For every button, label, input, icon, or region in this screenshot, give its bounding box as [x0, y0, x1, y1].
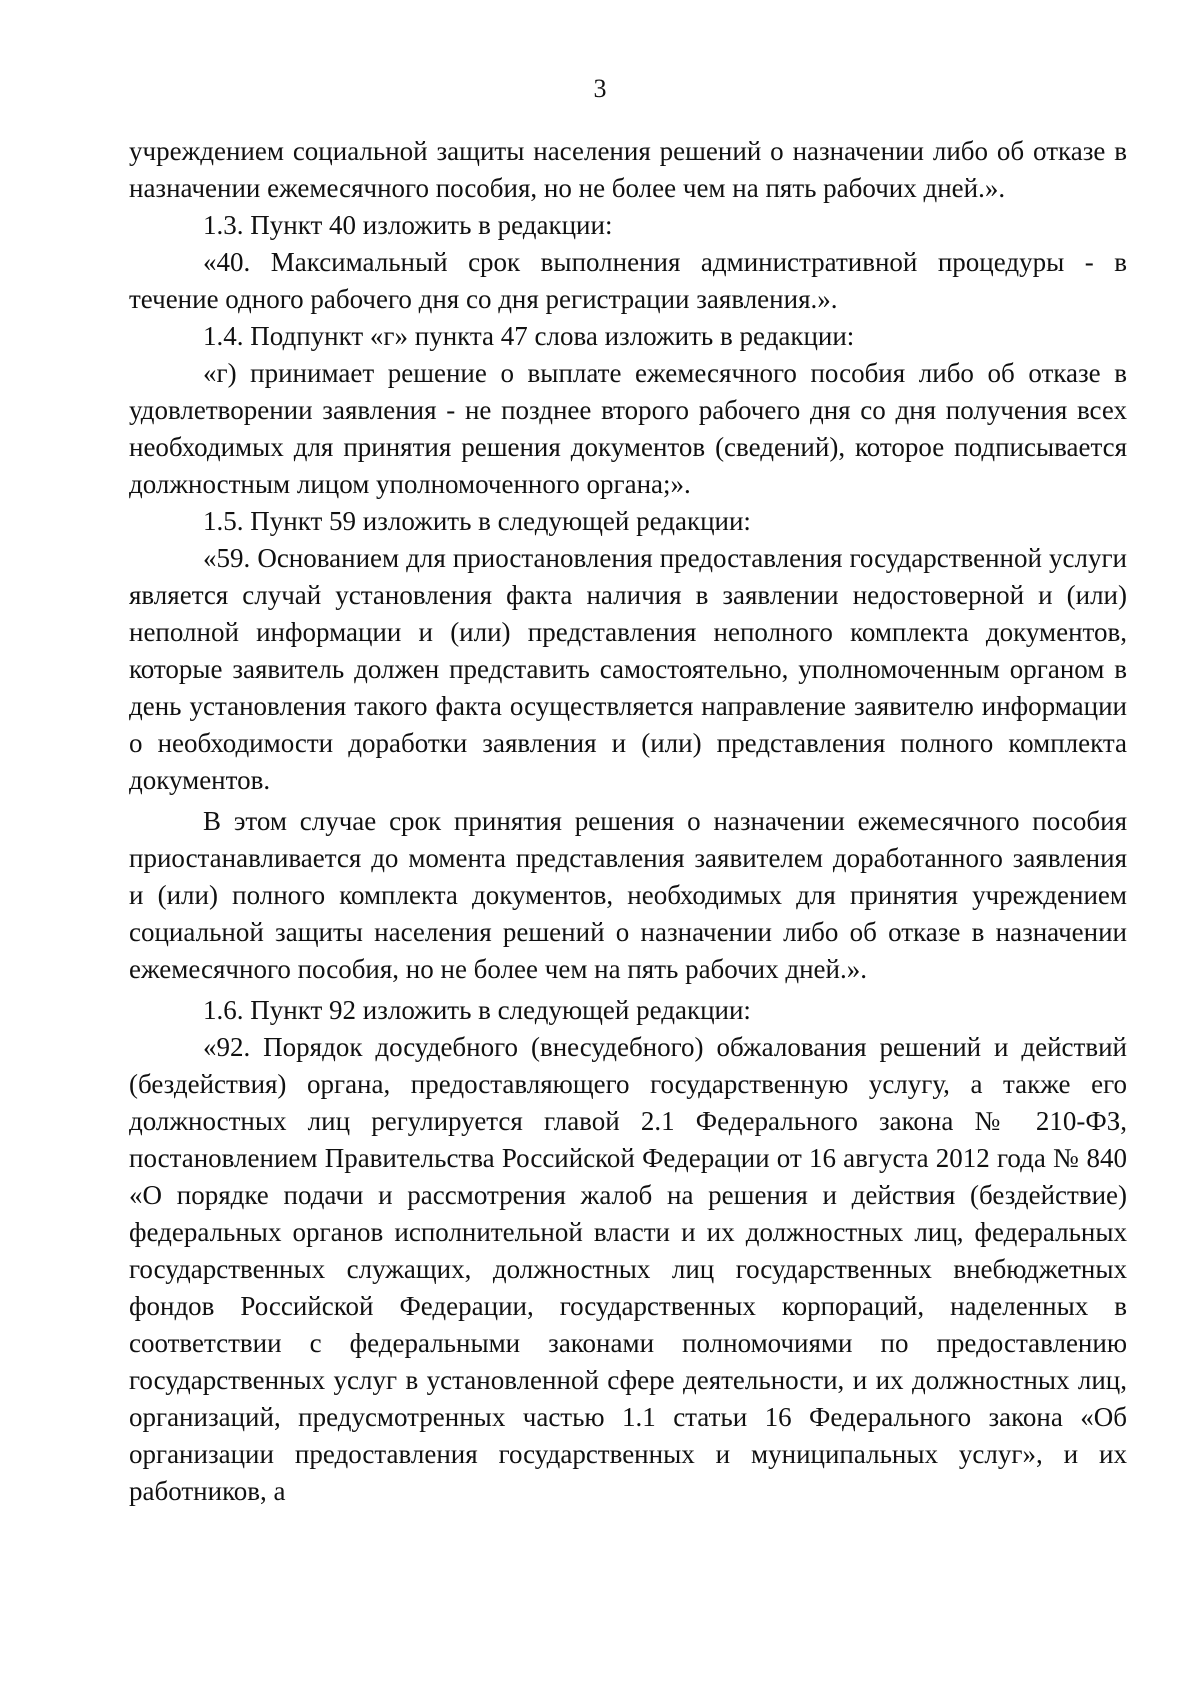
document-body	[129, 133, 1127, 1510]
paragraph-continuation: учреждением социальной защиты населения решений о назначении либо об отказе в назначении ежемесячного пособия, но не более чем на пять рабочих дней.».	[129, 136, 1127, 203]
paragraph-quote-g: «г) принимает решение о выплате ежемесячного пособия либо об отказе в удовлетворении заявления - не позднее второго рабочего дня со дня получения всех необходимых для принятия решения документов (сведений), которое подписывается должностным лицом уполномоченного органа;».	[129, 358, 1127, 499]
paragraph-item-1-3: 1.3. Пункт 40 изложить в редакции:	[203, 210, 613, 240]
paragraph-item-1-5: 1.5. Пункт 59 изложить в следующей редакции:	[203, 506, 751, 536]
page-number: 3	[593, 74, 607, 103]
paragraph-item-1-6: 1.6. Пункт 92 изложить в следующей редакции:	[203, 995, 751, 1025]
paragraph-quote-92: «92. Порядок досудебного (внесудебного) обжалования решений и действий (бездействия) органа, предоставляющего государственную услугу, а также его должностных лиц регулируется главой 2.1 Федерального закона № 210-ФЗ, постановлением Правительства Российской Федерации от 16 августа 2012 года № 840 «О порядке подачи и рассмотрения жалоб на решения и действия (бездействие) федеральных органов исполнительной власти и их должностных лиц, федеральных государственных служащих, должностных лиц государственных внебюджетных фондов Российской Федерации, государственных корпораций, наделенных в соответствии с федеральными законами полномочиями по предоставлению государственных услуг в установленной сфере деятельности, и их должностных лиц, организаций, предусмотренных частью 1.1 статьи 16 Федерального закона «Об организации предоставления государственных и муниципальных услуг», и их работников, а	[129, 1032, 1127, 1506]
paragraph-quote-40: «40. Максимальный срок выполнения административной процедуры - в течение одного рабочего дня со дня регистрации заявления.».	[129, 247, 1127, 314]
paragraph-suspension: В этом случае срок принятия решения о назначении ежемесячного пособия приостанавливается до момента представления заявителем доработанного заявления и (или) полного комплекта документов, необходимых для принятия учреждением социальной защиты населения решений о назначении либо об отказе в назначении ежемесячного пособия, но не более чем на пять рабочих дней.».	[129, 806, 1127, 984]
paragraph-item-1-4: 1.4. Подпункт «г» пункта 47 слова изложить в редакции:	[203, 321, 855, 351]
paragraph-quote-59: «59. Основанием для приостановления предоставления государственной услуги является случай установления факта наличия в заявлении недостоверной и (или) неполной информации и (или) представления неполного комплекта документов, которые заявитель должен представить самостоятельно, уполномоченным органом в день установления такого факта осуществляется направление заявителю информации о необходимости доработки заявления и (или) представления полного комплекта документов.	[129, 543, 1127, 795]
